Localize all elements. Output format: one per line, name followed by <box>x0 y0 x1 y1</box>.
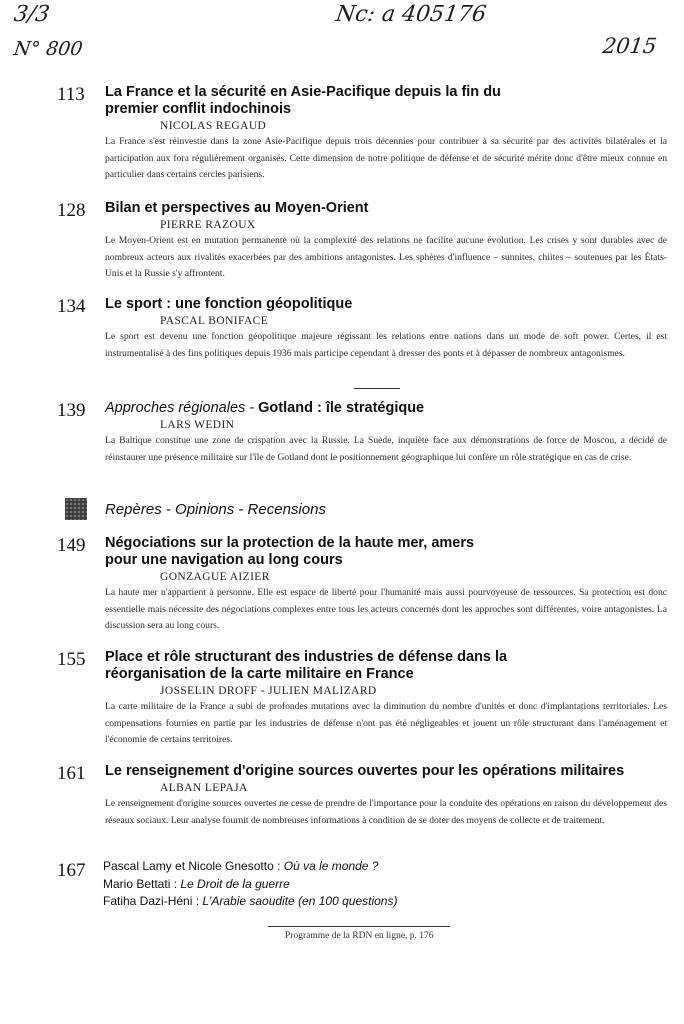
review-item <box>103 893 397 911</box>
article-abstract: Le Moyen-Orient est en mutation permanente où la complexité des relations ne facilite aucune évolution. Les crises y sont durables avec de nombreux acteurs aux rivalités exacerbées par des ambitions antagonistes. Les sphères d'influence – sunnites, chiites – soutenues par les États-Unis et la Russie s'y affrontent. <box>105 235 667 279</box>
reviews-page-number: 167 <box>57 860 86 881</box>
article-page-number: 128 <box>57 200 86 221</box>
article-page-number: 149 <box>57 535 86 556</box>
article-author: ALBAN LEPAJA <box>160 782 248 794</box>
article-author: PIERRE RAZOUX <box>160 219 256 231</box>
review-book-title: Le Droit de la guerre <box>180 876 290 891</box>
review-book-title: Où va le monde ? <box>283 859 379 873</box>
reviews-block <box>57 858 397 911</box>
article-page-number: 113 <box>57 84 85 105</box>
article-title: Place et rôle structurant des industries de défense dans la réorganisation de la carte militaire en France <box>105 649 508 682</box>
article-page-number: 139 <box>57 400 86 421</box>
section-title: Repères - Opinions - Recensions <box>105 500 326 518</box>
footer-note: Programme de la RDN en ligne, p. 176 <box>285 931 434 941</box>
article-author: PASCAL BONIFACE <box>160 315 269 327</box>
section-heading <box>65 498 326 520</box>
article-149 <box>57 535 667 635</box>
article-title-separator: - <box>245 400 259 416</box>
review-item <box>103 876 397 894</box>
article-161 <box>57 763 667 829</box>
article-title: Le renseignement d'origine sources ouvertes pour les opérations militaires <box>105 763 625 779</box>
article-title: Négociations sur la protection de la haute mer, amers pour une navigation au long cours <box>105 535 475 568</box>
article-113 <box>57 84 667 184</box>
review-book-title: L'Arabie saoudite (en 100 questions) <box>202 894 398 908</box>
article-139 <box>57 400 667 466</box>
review-authors: Pascal Lamy et Nicole Gnesotto : <box>103 859 284 873</box>
footer-rule <box>268 926 450 927</box>
article-author: NICOLAS REGAUD <box>160 120 267 132</box>
article-134 <box>57 296 667 362</box>
article-page-number: 161 <box>57 763 86 784</box>
article-abstract: La France s'est réinvestie dans la zone Asie-Pacifique depuis trois décennies pour contribuer à sa sécurité par des activités bilatérales et la participation aux fora régulièrement organisés. Cette dimension de notre politique de défense et de sécurité mérite donc d'être mieux connue en particulier dans certains cercles parisiens. <box>105 136 667 180</box>
article-abstract: Le sport est devenu une fonction géopolitique majeure régissant les relations entre nations dans un mode de soft power. Certes, il est instrumentalisé à des fins politiques depuis 1936 mais participe cependant à dresser des ponts et à dépasser de nombreux antagonismes. <box>105 331 667 359</box>
article-author: JOSSELIN DROFF - JULIEN MALIZARD <box>160 685 377 697</box>
article-155 <box>57 649 667 749</box>
article-title-rubric: Approches régionales <box>105 400 246 416</box>
review-item <box>103 858 397 876</box>
article-abstract: Le renseignement d'origine sources ouvertes ne cesse de prendre de l'importance pour la conduite des opérations en raison du développement des réseaux sociaux. Leur analyse fournit de nombreuses informations à condition de se doter des moyens de collecte et de traitement. <box>105 798 667 826</box>
article-title-main: Gotland : île stratégique <box>258 400 425 416</box>
handwritten-year: 2015 <box>601 34 659 58</box>
article-abstract: La Baltique constitue une zone de crispation avec la Russie. La Suède, inquiète face aux démonstrations de force de Moscou, a décidé de réinstaurer une présence militaire sur l'île de Gotland dont le positionnement géographique lui confère un rôle stratégique en cas de crise. <box>105 435 667 463</box>
handwritten-reference: Nc: a 405176 <box>334 2 488 27</box>
separator-rule <box>354 388 400 389</box>
review-authors: Mario Bettati : <box>103 876 181 891</box>
article-128 <box>57 200 667 283</box>
article-title: Le sport : une fonction géopolitique <box>105 296 353 312</box>
article-page-number: 155 <box>57 649 86 670</box>
article-abstract: La haute mer n'appartient à personne. Elle est espace de liberté pour l'humanité mais aussi pourvoyeuse de ressources. Sa protection est donc essentielle mais nécessite des négociations complexes entre tous les acteurs concernés dont les approches sont différentes, voire antagonistes. La discussion sera au long cours. <box>105 587 667 631</box>
section-square-icon <box>65 498 87 520</box>
article-page-number: 134 <box>57 296 86 317</box>
article-title: Bilan et perspectives au Moyen-Orient <box>105 200 369 216</box>
handwritten-fraction: 3/3 <box>12 2 52 27</box>
article-author: LARS WEDIN <box>160 419 235 431</box>
article-author: GONZAGUE AIZIER <box>160 571 270 583</box>
article-title <box>105 400 667 417</box>
review-authors: Fatiha Dazi-Héni : <box>103 894 203 908</box>
handwritten-issue-number: N° 800 <box>12 38 84 60</box>
article-title: La France et la sécurité en Asie-Pacifique depuis la fin du premier conflit indochinois <box>105 84 501 117</box>
article-abstract: La carte militaire de la France a subi de profondes mutations avec la diminution du nombre d'unités et donc d'implantations territoriales. Les compensations fournies en partie par les industries de défense n'ont pas été négligeables et jouent un rôle structurant dans l'aménagement et l'économie de certains territoires. <box>105 701 667 745</box>
